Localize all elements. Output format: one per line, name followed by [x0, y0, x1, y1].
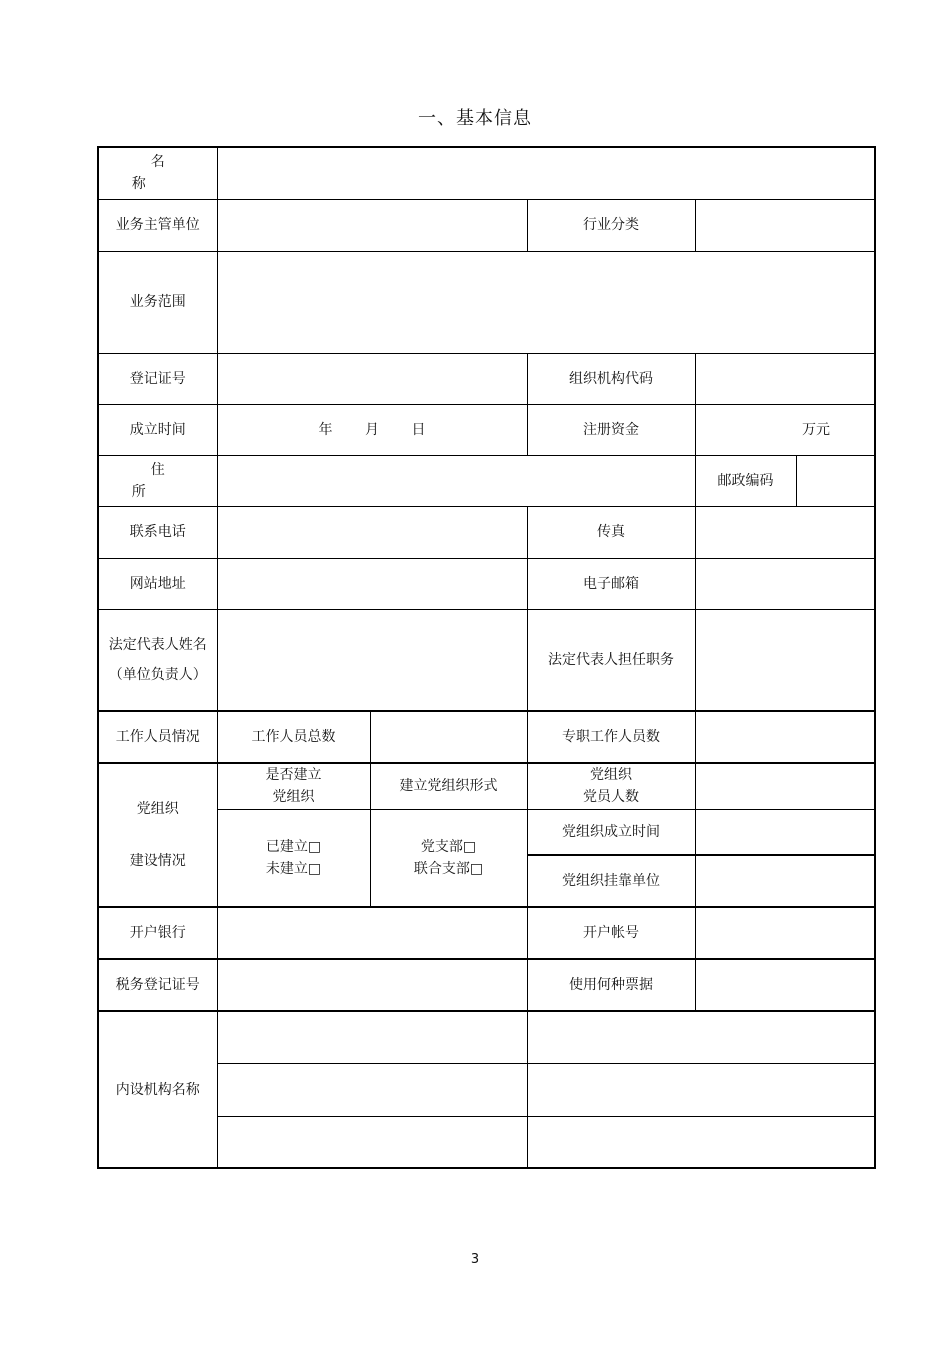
established-options[interactable] — [217, 809, 370, 907]
registered-capital-field[interactable] — [695, 404, 875, 455]
legal-rep-position-field[interactable] — [695, 609, 875, 711]
internal-org-field-1a[interactable] — [217, 1011, 527, 1063]
party-members-field[interactable] — [695, 763, 875, 809]
invoice-type-field[interactable] — [695, 959, 875, 1011]
form-joint-checkbox[interactable]: 联合支部□ — [413, 860, 484, 877]
party-affiliation-label: 党组织挂靠单位 — [527, 855, 695, 907]
bank-label: 开户银行 — [98, 907, 217, 959]
fulltime-staff-label: 专职工作人员数 — [527, 711, 695, 763]
email-label: 电子邮箱 — [527, 558, 695, 609]
page-title: 一、基本信息 — [418, 108, 532, 129]
org-code-label: 组织机构代码 — [527, 353, 695, 404]
bank-field[interactable] — [217, 907, 527, 959]
date-day: 日 — [411, 421, 426, 438]
established-yes-checkbox[interactable]: 已建立□ — [265, 838, 322, 855]
address-label: 住 所 — [98, 455, 217, 506]
name-label: 名 称 — [98, 147, 217, 199]
established-no-checkbox[interactable]: 未建立□ — [265, 860, 322, 877]
party-affiliation-field[interactable] — [695, 855, 875, 907]
internal-org-field-1b[interactable] — [527, 1011, 875, 1063]
phone-field[interactable] — [217, 506, 527, 558]
staff-label: 工作人员情况 — [98, 711, 217, 763]
fulltime-staff-field[interactable] — [695, 711, 875, 763]
internal-org-field-3b[interactable] — [527, 1116, 875, 1168]
name-field[interactable] — [217, 147, 875, 199]
website-label: 网站地址 — [98, 558, 217, 609]
phone-label: 联系电话 — [98, 506, 217, 558]
internal-org-label: 内设机构名称 — [98, 1011, 217, 1168]
founding-date-field[interactable] — [217, 404, 527, 455]
internal-org-field-2b[interactable] — [527, 1063, 875, 1116]
fax-field[interactable] — [695, 506, 875, 558]
tax-reg-label: 税务登记证号 — [98, 959, 217, 1011]
address-field[interactable] — [217, 455, 695, 506]
industry-label: 行业分类 — [527, 199, 695, 251]
business-scope-label: 业务范围 — [98, 251, 217, 353]
org-code-field[interactable] — [695, 353, 875, 404]
email-field[interactable] — [695, 558, 875, 609]
date-year: 年 — [318, 421, 333, 438]
website-field[interactable] — [217, 558, 527, 609]
capital-unit: 万元 — [802, 421, 831, 438]
registration-no-label: 登记证号 — [98, 353, 217, 404]
party-form-label: 建立党组织形式 — [370, 763, 527, 809]
founding-date-label: 成立时间 — [98, 404, 217, 455]
legal-rep-label: 法定代表人姓名 （单位负责人） — [98, 609, 217, 711]
internal-org-field-2a[interactable] — [217, 1063, 527, 1116]
account-field[interactable] — [695, 907, 875, 959]
form-branch-checkbox[interactable]: 党支部□ — [420, 838, 477, 855]
registered-capital-label: 注册资金 — [527, 404, 695, 455]
internal-org-field-3a[interactable] — [217, 1116, 527, 1168]
tax-reg-field[interactable] — [217, 959, 527, 1011]
fax-label: 传真 — [527, 506, 695, 558]
legal-rep-field[interactable] — [217, 609, 527, 711]
staff-total-label: 工作人员总数 — [217, 711, 370, 763]
industry-field[interactable] — [695, 199, 875, 251]
supervisor-label: 业务主管单位 — [98, 199, 217, 251]
party-founding-field[interactable] — [695, 809, 875, 855]
party-form-options[interactable] — [370, 809, 527, 907]
party-members-label: 党组织 党员人数 — [527, 763, 695, 809]
invoice-type-label: 使用何种票据 — [527, 959, 695, 1011]
basic-info-table — [97, 146, 876, 1169]
established-question: 是否建立 党组织 — [217, 763, 370, 809]
account-label: 开户帐号 — [527, 907, 695, 959]
party-org-label: 党组织 建设情况 — [98, 763, 217, 907]
legal-rep-position-label: 法定代表人担任职务 — [527, 609, 695, 711]
postcode-field[interactable] — [796, 455, 875, 506]
party-founding-label: 党组织成立时间 — [527, 809, 695, 855]
business-scope-field[interactable] — [217, 251, 875, 353]
date-month: 月 — [365, 421, 379, 438]
supervisor-field[interactable] — [217, 199, 527, 251]
staff-total-field[interactable] — [370, 711, 527, 763]
postcode-label: 邮政编码 — [695, 455, 796, 506]
page-number: 3 — [470, 1252, 480, 1267]
registration-no-field[interactable] — [217, 353, 527, 404]
